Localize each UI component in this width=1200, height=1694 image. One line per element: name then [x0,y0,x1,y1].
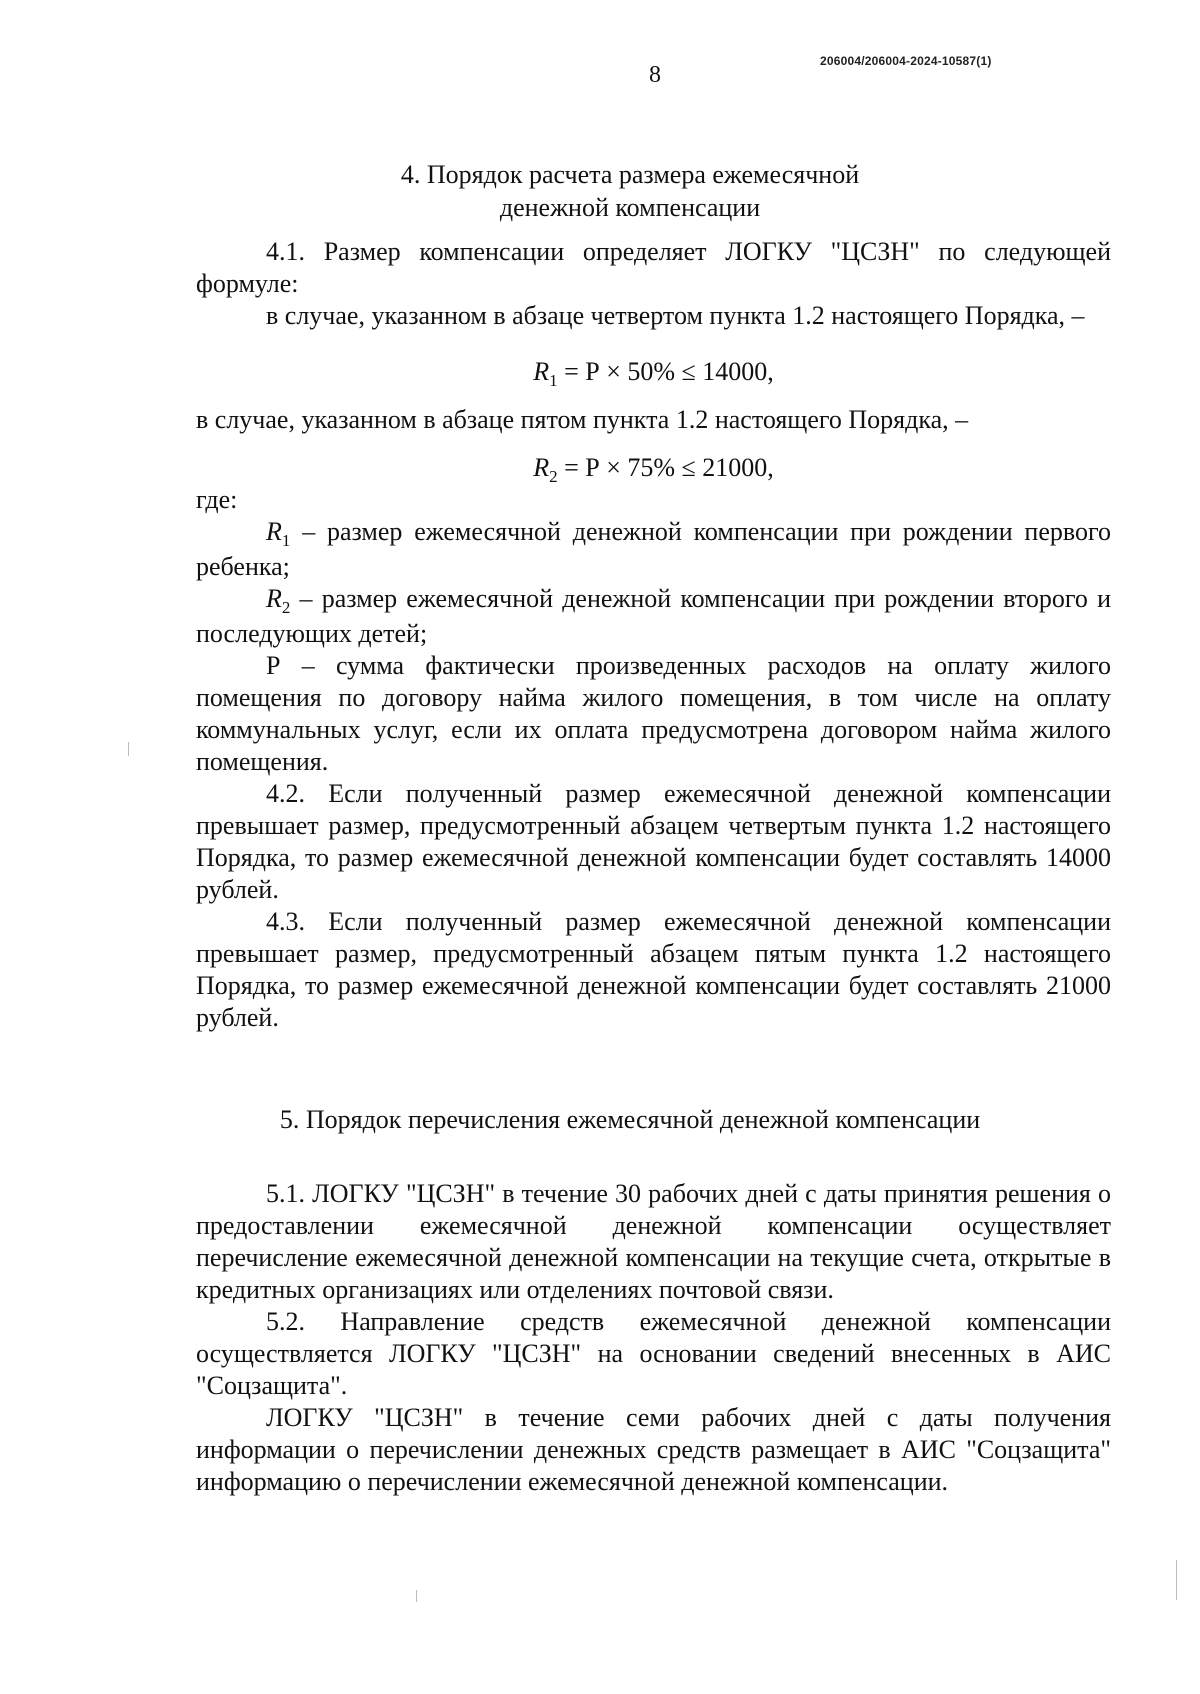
page-number: 8 [649,62,661,88]
paragraph-5-3: ЛОГКУ "ЦСЗН" в течение семи рабочих дней с даты получения информации о перечислении денежных средств размещает в АИС "Соцзащита" информацию о перечислении ежемесячной денежной компенсации. [196,1403,1111,1496]
formula-r1-sub: 1 [549,371,558,390]
definition-r2-text: – размер ежемесячной денежной компенсации при рождении второго и последующих детей; [196,584,1111,648]
formula-r2-sub: 2 [549,467,558,486]
formula-r1 [196,356,1111,391]
section-4-title-line-2: денежной компенсации [499,193,761,222]
scan-speck [416,1590,417,1602]
formula-r1-expression: = Р × 50% ≤ 14000, [557,357,774,386]
case-2-text: в случае, указанном в абзаце пятом пункта 1.2 настоящего Порядка, – [196,405,969,434]
section-5-title: 5. Порядок перечисления ежемесячной денежной компенсации [279,1105,981,1134]
document-id: 206004/206004-2024-10587(1) [820,54,992,68]
case-1-text: в случае, указанном в абзаце четвертом пункта 1.2 настоящего Порядка, – [266,301,1085,330]
where-label: где: [196,485,238,514]
definition-r1-var: R [266,517,282,546]
definition-r1-text: – размер ежемесячной денежной компенсации при рождении первого ребенка; [196,517,1111,581]
definition-r1 [196,516,1111,583]
scan-speck [128,742,129,756]
definition-r1-sub: 1 [281,531,291,550]
paragraph-5-2: 5.2. Направление средств ежемесячной денежной компенсации осуществляется ЛОГКУ "ЦСЗН" на основании сведений внесенных в АИС "Соцзащита". [196,1307,1111,1400]
formula-r2-var: R [533,453,550,482]
section-4-intro [196,236,1111,332]
definition-r2 [196,583,1111,650]
section-5-body [196,1178,1111,1498]
formula-r1-var: R [533,357,550,386]
section-4-title-line-1: 4. Порядок расчета размера ежемесячной [400,160,860,189]
paragraph-5-1: 5.1. ЛОГКУ "ЦСЗН" в течение 30 рабочих дней с даты принятия решения о предоставлении ежемесячной денежной компенсации осуществляет перечисление ежемесячной денежной компенсации на текущие счета, открытые в кредитных организациях или отделениях почтовой связи. [196,1179,1111,1304]
paragraph-4-3: 4.3. Если полученный размер ежемесячной денежной компенсации превышает размер, предусмотренный абзацем пятым пункта 1.2 настоящего Порядка, то размер ежемесячной денежной компенсации будет составлять 21000 рублей. [196,907,1111,1032]
scan-edge-mark [1176,1560,1177,1600]
section-4-title [180,158,1080,224]
paragraph-4-1: 4.1. Размер компенсации определяет ЛОГКУ "ЦСЗН" по следующей формуле: [196,237,1111,298]
formula-r2-expression: = Р × 75% ≤ 21000, [557,453,774,482]
definition-p: Р – сумма фактически произведенных расходов на оплату жилого помещения по договору найма жилого помещения, в том числе на оплату коммунальных услуг, если их оплата предусмотрена договором найма жилого помещения. [196,651,1111,776]
paragraph-4-2: 4.2. Если полученный размер ежемесячной денежной компенсации превышает размер, предусмотренный абзацем четвертым пункта 1.2 настоящего Порядка, то размер ежемесячной денежной компенсации будет составлять 14000 рублей. [196,779,1111,904]
case-2-block [196,404,1111,436]
definitions-block [196,484,1111,1034]
formula-r2 [196,452,1111,487]
definition-r2-sub: 2 [281,598,291,617]
definition-r2-var: R [266,584,282,613]
